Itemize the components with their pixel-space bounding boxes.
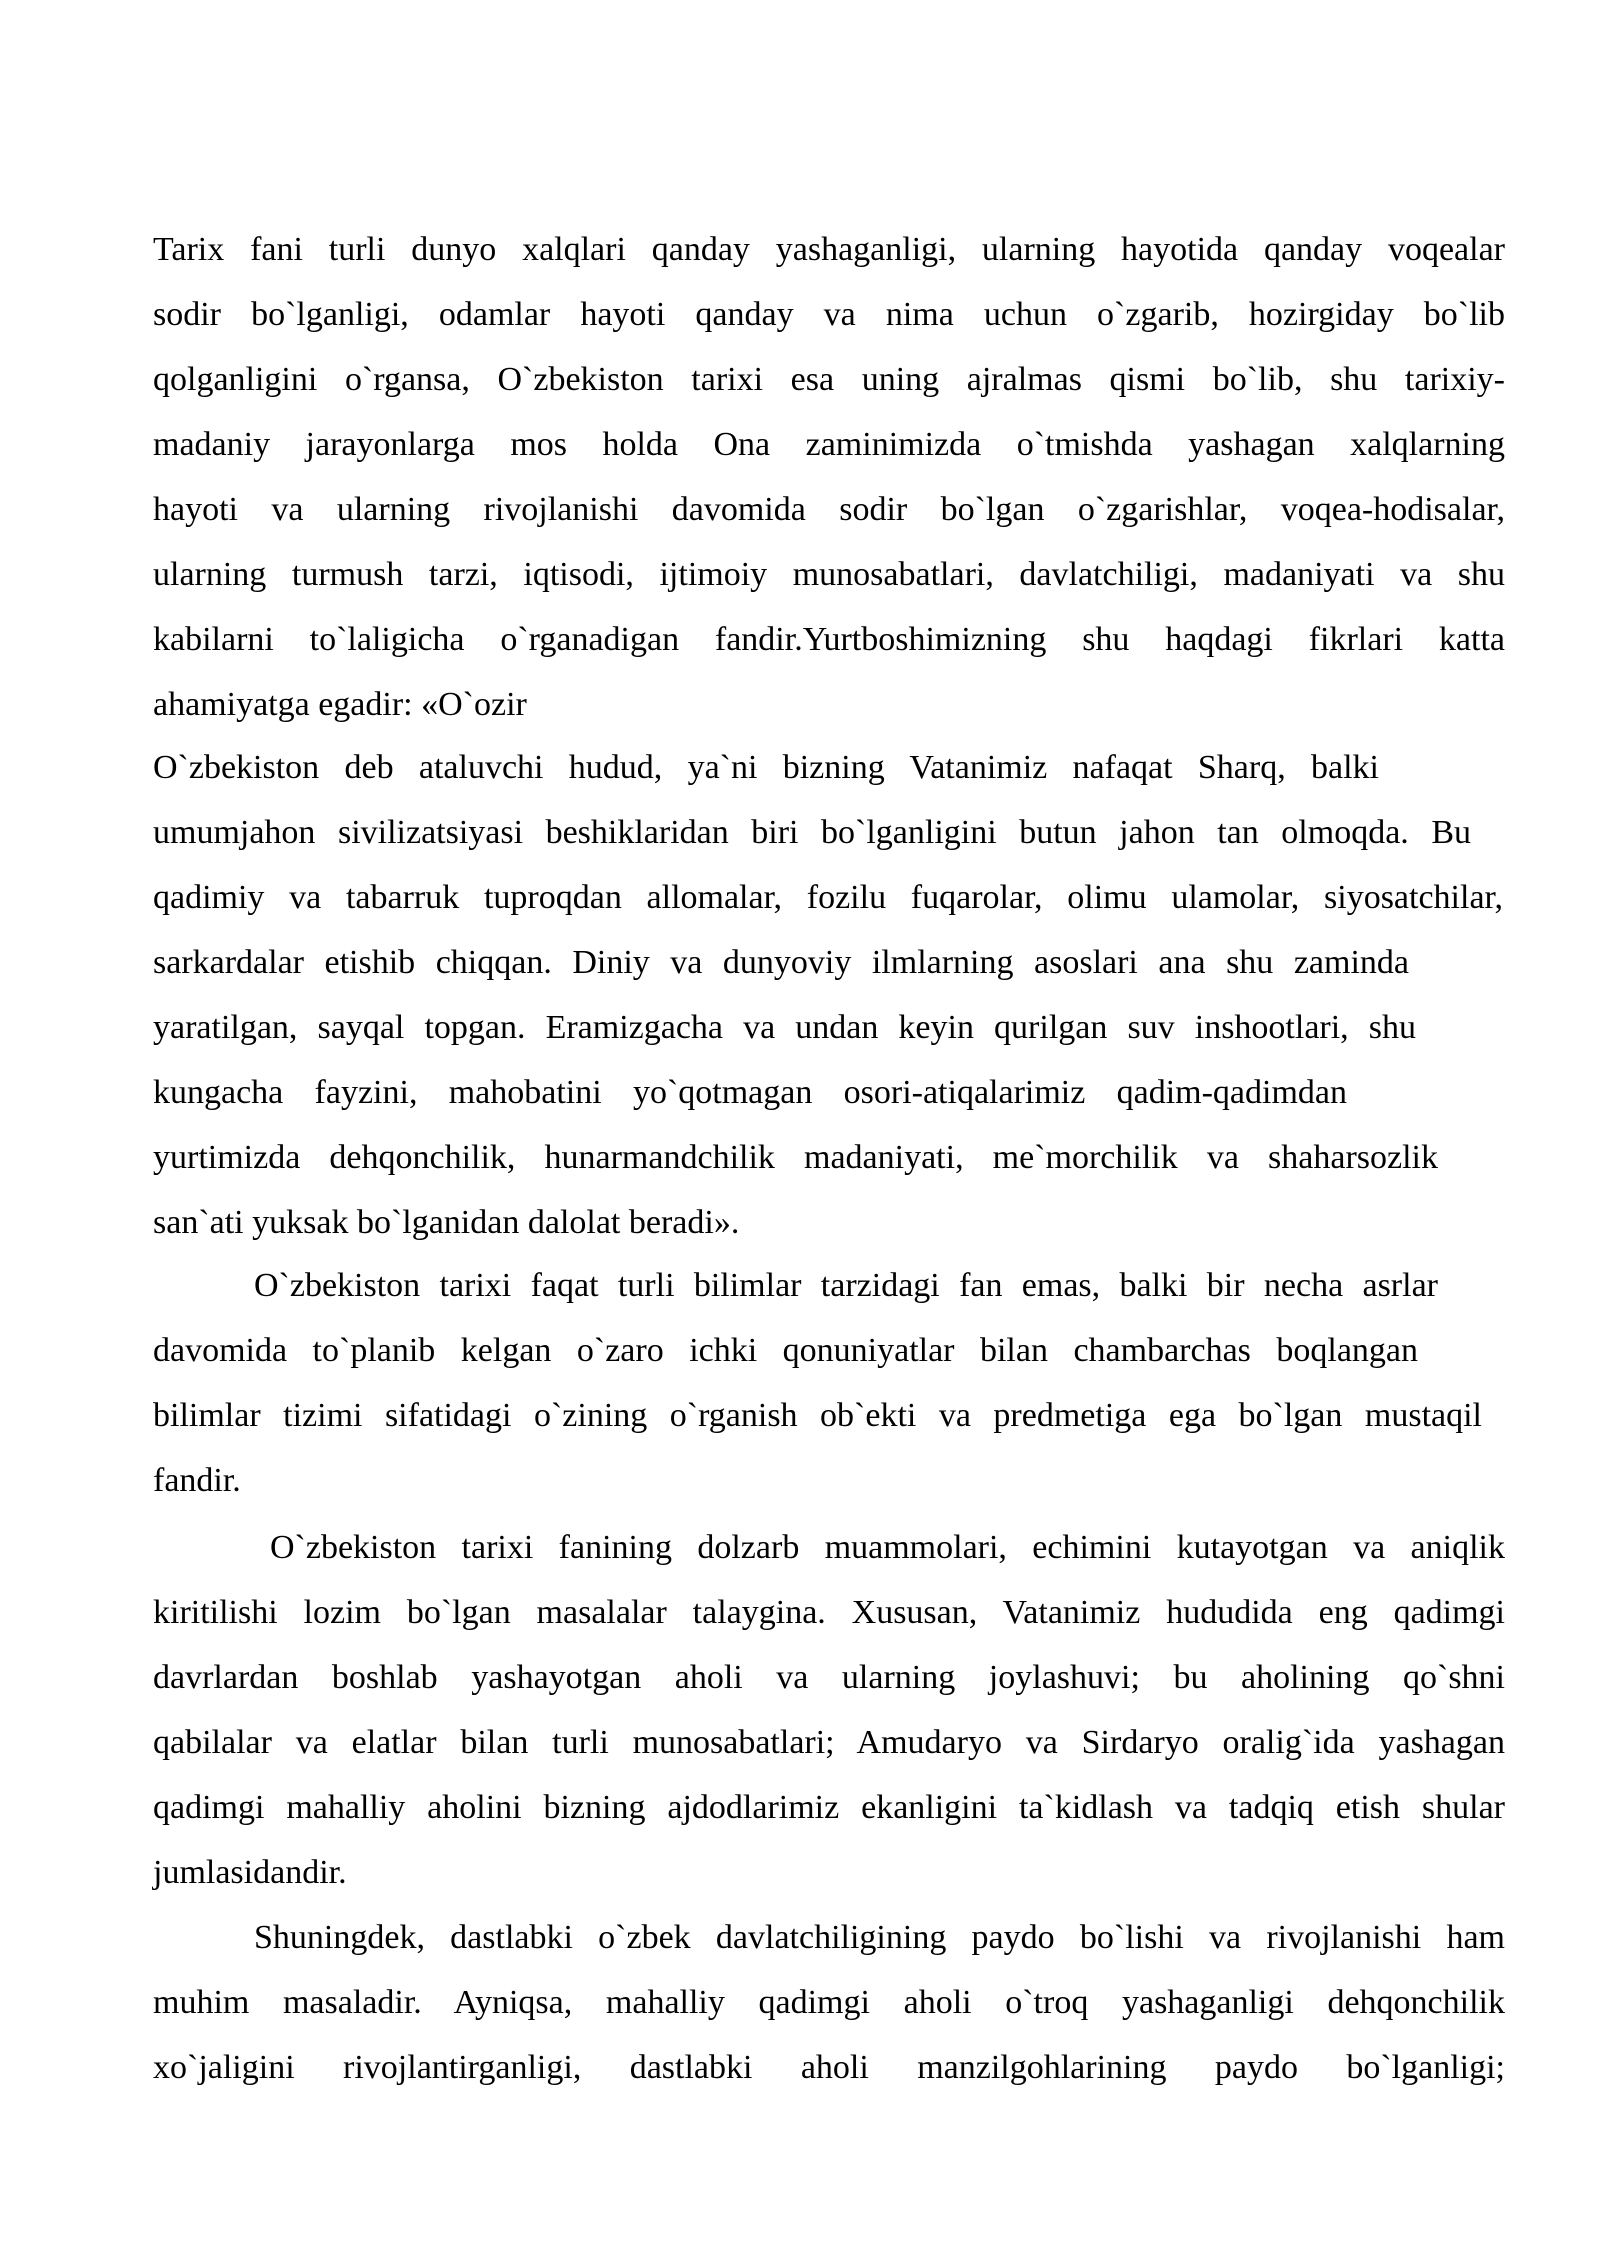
text-line: O`zbekiston deb ataluvchi hudud, ya`ni bizning Vatanimiz nafaqat Sharq, balki <box>153 749 1379 786</box>
text-line: umumjahon sivilizatsiyasi beshiklaridan biri bo`lganligini butun jahon tan olmoqda. Bu <box>153 814 1471 851</box>
text-line: san`ati yuksak bo`lganidan dalolat beradi». <box>153 1204 740 1241</box>
text-line: O`zbekiston tarixi faqat turli bilimlar tarzidagi fan emas, balki bir necha asrlar <box>254 1267 1438 1304</box>
text-line: sarkardalar etishib chiqqan. Diniy va dunyoviy ilmlarning asoslari ana shu zaminda <box>153 944 1409 981</box>
text-line: kabilarni to`laligicha o`rganadigan fandir.Yurtboshimizning shu haqdagi fikrlari katta <box>153 621 1505 658</box>
text-line: fandir. <box>153 1462 241 1499</box>
text-line: hayoti va ularning rivojlanishi davomida sodir bo`lgan o`zgarishlar, voqea-hodisalar, <box>153 491 1505 528</box>
text-line: xo`jaligini rivojlantirganligi, dastlabki aholi manzilgohlarining paydo bo`lganligi; <box>153 2049 1505 2086</box>
text-line: Shuningdek, dastlabki o`zbek davlatchiligining paydo bo`lishi va rivojlanishi ham <box>254 1919 1505 1956</box>
text-line: davomida to`planib kelgan o`zaro ichki qonuniyatlar bilan chambarchas boqlangan <box>153 1332 1418 1369</box>
text-line: yaratilgan, sayqal topgan. Eramizgacha va undan keyin qurilgan suv inshootlari, shu <box>153 1009 1416 1046</box>
text-line: sodir bo`lganligi, odamlar hayoti qanday va nima uchun o`zgarib, hozirgiday bo`lib <box>153 296 1505 333</box>
text-line: qabilalar va elatlar bilan turli munosabatlari; Amudaryo va Sirdaryo oralig`ida yashagan <box>153 1724 1505 1761</box>
text-line: yurtimizda dehqonchilik, hunarmandchilik madaniyati, me`morchilik va shaharsozlik <box>153 1139 1438 1176</box>
text-line: Tarix fani turli dunyo xalqlari qanday yashaganligi, ularning hayotida qanday voqealar <box>153 231 1505 268</box>
text-line: davrlardan boshlab yashayotgan aholi va ularning joylashuvi; bu aholining qo`shni <box>153 1659 1505 1696</box>
text-line: kungacha fayzini, mahobatini yo`qotmagan osori-atiqalarimiz qadim-qadimdan <box>153 1074 1347 1111</box>
text-line: ularning turmush tarzi, iqtisodi, ijtimoiy munosabatlari, davlatchiligi, madaniyati va shu <box>153 556 1505 593</box>
text-line: madaniy jarayonlarga mos holda Ona zaminimizda o`tmishda yashagan xalqlarning <box>153 426 1505 463</box>
text-line: ahamiyatga egadir: «O`ozir <box>153 686 527 723</box>
text-line: O`zbekiston tarixi fanining dolzarb muammolari, echimini kutayotgan va aniqlik <box>270 1529 1505 1566</box>
text-line: qadimgi mahalliy aholini bizning ajdodlarimiz ekanligini ta`kidlash va tadqiq etish shular <box>153 1789 1505 1826</box>
text-line: kiritilishi lozim bo`lgan masalalar talaygina. Xususan, Vatanimiz hududida eng qadimgi <box>153 1594 1505 1631</box>
text-line: muhim masaladir. Ayniqsa, mahalliy qadimgi aholi o`troq yashaganligi dehqonchilik <box>153 1984 1505 2021</box>
text-line: qadimiy va tabarruk tuproqdan allomalar, fozilu fuqarolar, olimu ulamolar, siyosatchilar, <box>153 879 1503 916</box>
text-line: jumlasidandir. <box>153 1854 347 1891</box>
text-line: bilimlar tizimi sifatidagi o`zining o`rganish ob`ekti va predmetiga ega bo`lgan mustaqil <box>153 1397 1482 1434</box>
text-line: qolganligini o`rgansa, O`zbekiston tarixi esa uning ajralmas qismi bo`lib, shu tarixiy- <box>153 361 1505 398</box>
